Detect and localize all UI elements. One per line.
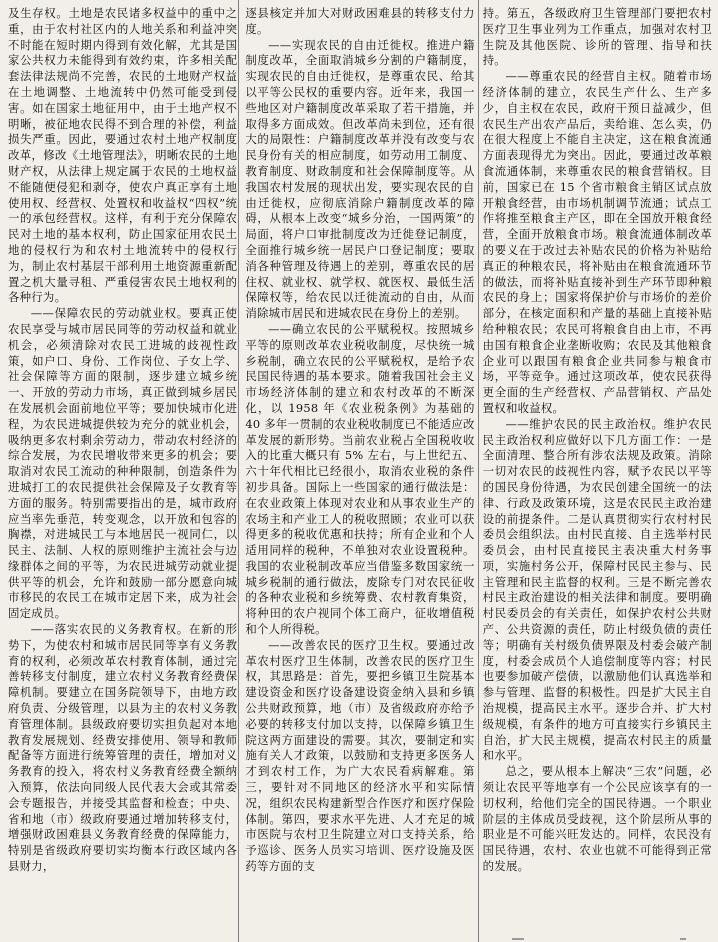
paragraph: 逐县核定并加大对财政困难县的转移支付力度。 xyxy=(245,6,475,36)
paragraph: ——确立农民的公平赋税权。按照城乡平等的原则改革农业税收制度，尽快统一城乡税制，确立农民的公平赋税权，是给予农民国民待遇的基本要求。随着我国社会主义市场经济体制的建立和农村改革的不断深化，以 1958 年《农业税条例》为基础的 40 多年一贯制的农业税收制度已不能适应改革发展的新形势。当前农业税占全国税收收入的比重大概只有 5% 左右，与上世纪五、六十年代相比已经很小，取消农业税的条件初步具备。国际上一些国家的通行做法是：在农业政策上体现对农业和从事农业生产的农场主和产业工人的税收照顾；农业可以获得更多的税收优惠和扶持；所有企业和个人适用同样的税种，不单独对农业设置税种。我国的农业税制改革应当借鉴多数国家统一城乡税制的通行做法，废除专门对农民征收的各种农业税和乡统筹费、农村教育集资，将种田的农户视同个体工商户，征收增值税和个人所得税。 xyxy=(245,321,475,637)
column-divider xyxy=(238,0,239,942)
text-column-2 xyxy=(245,6,474,942)
paragraph: 持。第五，各级政府卫生管理部门要把农村医疗卫生事业列为工作重点，加强对农村卫生院及其他医院、诊所的管理、指导和扶持。 xyxy=(482,6,712,68)
paragraph: ——尊重农民的经营自主权。随着市场经济体制的建立，农民生产什么、生产多少，自主权在农民，政府干预日益减少，但农民生产出农产品后，卖给谁、怎么卖，仍在很大程度上不能自主决定，这在粮食流通方面表现得尤为突出。因此，要通过改革粮食流通体制，来尊重农民的粮食营销权。目前，国家已在 15 个省市粮食主销区试点放开粮食经营，由市场机制调节流通；试点工作将推至粮食主产区，即在全国放开粮食经营，全面开放粮食市场。粮食流通体制改革的要义在于改过去补贴农民的价格为补贴给真正的种粮农民，将补贴由在粮食流通环节的做法，而将补贴直接补到生产环节即种粮农民的身上；国家将保护价与市场价的差价部分，在核定面积和产量的基础上直接补贴给种粮农民；农民可将粮食自由上市，不再由国有粮食企业垄断收购；农民及其他粮食企业可以跟国有粮食企业共同参与粮食市场，平等竞争。通过这项改革，使农民获得更全面的生产经营权、产品营销权、产品处置权和收益权。 xyxy=(482,69,712,415)
paragraph: ——改善农民的医疗卫生权。要通过改革农村医疗卫生体制，改善农民的医疗卫生权，其思路是：首先，要把乡镇卫生院基本建设资金和医疗设备建设资金纳入县和乡镇公共财政预算，地（市）及省级政府亦给予必要的转移支付加以支持，以保障乡镇卫生院这两方面建设的需要。其次，要制定和实施有关人才政策，以鼓励和支持更多医务人才到农村工作，为广大农民看病解难。第三，要针对不同地区的经济水平和实际情况，组织农民构建新型合作医疗和医疗保险体制。第四，要求水平先进、人才充足的城市医院与农村卫生院建立对口支持关系，给予巡诊、医务人员实习培训、医疗设施及医药等方面的支 xyxy=(245,637,475,874)
paragraph: ——实现农民的自由迁徙权。推进户籍制度改革，全面取消城乡分割的户籍制度，实现农民的自由迁徙权，是尊重农民、给其以平等公民权的重要内容。近年来，我国一些地区对户籍制度改革采取了若干措施，并取得多方面成效。但改革尚未到位，还有很大的局限性：户籍制度改革并没有改变与农民身份有关的相应制度，如劳动用工制度、教育制度、财政制度和社会保障制度等。从我国农村发展的现状出发，要实现农民的自由迁徙权，应彻底消除户籍制度改革的障碍，从根本上改变“城乡分治，一国两策”的局面，将户口审批制度改为迁徙登记制度，全面推行城乡统一居民户口登记制度；要取消各种管理及待遇上的差别，尊重农民的居住权、就业权、就学权、就医权、最低生活保障权等，给农民以迁徙流动的自由，从而消除城市居民和进城农民在身份上的差别。 xyxy=(245,37,475,321)
column-divider xyxy=(478,0,479,942)
text-column-1 xyxy=(8,6,237,942)
scan-mark xyxy=(680,938,686,940)
text-column-3 xyxy=(483,6,712,942)
paragraph: 总之，要从根本上解决“三农”问题，必须让农民平等地享有一个公民应该享有的一切权利，给他们完全的国民待遇。一个职业阶层的主体成员受歧视，这个阶层所从事的职业是不可能兴旺发达的。同样，农民没有国民待遇，农村、农业也就不可能得到正常的发展。 xyxy=(482,764,712,874)
paragraph: ——保障农民的劳动就业权。要真正使农民享受与城市居民同等的劳动权益和就业机会，必须清除对农民工进城的歧视性政策，如户口、身份、工作岗位、子女上学、社会保障等方面的限制，逐步建立城乡统一、开放的劳动力市场，真正做到城乡居民在发展机会面前地位平等；要加快城市化进程，为农民进城提供较为充分的就业机会，吸纳更多农村剩余劳动力，带动农村经济的综合发展，为农民增收带来更多的机会；要取消对农民工流动的种种限制，创造条件为进城打工的农民提供社会保障及子女教育等方面的服务。特别需要指出的是，城市政府应当率先垂范，转变观念，以开放和包容的胸襟，对进城民工与本地居民一视同仁，以民主、法制、人权的原则维护主流社会与边缘群体之间的平等，为农民进城劳动就业提供平等的机会，允许和鼓励一部分愿意向城市移民的农民工在城市定居下来，成为社会固定成员。 xyxy=(8,306,238,621)
paragraph: 及生存权。土地是农民诸多权益中的重中之重，由于农村社区内的人地关系和利益冲突不时能在短时期内得到有效化解，尤其是国家公共权力未能得到有效约束，许多相关配套法律法规尚不完善，农民的土地财产权益在土地调整、土地流转中仍然可能受到侵害。如在国家土地征用中，由于土地产权不明晰，被征地农民得不到合理的补偿，利益损失严重。因此，要通过农村土地产权制度改革，修改《土地管理法》，明晰农民的土地财产权，从法律上规定属于农民的土地权益不能随便侵犯和剥夺，使农户真正享有土地使用权、经营权、处置权和收益权“四权”统一的承包经营权。这样，有利于充分保障农民对土地的基本权利，防止国家征用农民土地的侵权行为和农村土地流转中的侵权行为，制止农村基层干部利用土地资源重新配置之机大量寻租、严重侵害农民土地权利的各种行为。 xyxy=(8,6,238,305)
scan-mark xyxy=(512,938,524,940)
paragraph: ——维护农民的民主政治权。维护农民民主政治权利应做好以下几方面工作：一是全面清理、整合所有涉农法规及政策。消除一切对农民的歧视性内容，赋予农民以平等的国民身份待遇，为农民创建全国统一的法律、行政及政策环境，这是农民民主政治建设的前提条件。二是认真贯彻实行农村村民委员会组织法。由村民直接、自主选举村民委员会，由村民直接民主表决重大村务事项，实施村务公开，保障村民民主参与、民主管理和民主监督的权利。三是不断完善农村民主政治建设的相关法律和制度。要明确村民委员会的有关责任，如保护农村公共财产、公共资源的责任，防止村级负债的责任等；明确有关村级负债界限及村委会破产制度，村委会成员个人追偿制度等内容；村民也要参加破产偿债，以激励他们认真选举和参与管理、监督的积极性。四是扩大民主自治规模，提高民主水平。逐步合并、扩大村级规模，有条件的地方可直接实行乡镇民主自治，扩大民主规模，提高农村民主的质量和水平。 xyxy=(482,416,712,763)
paragraph: ——落实农民的义务教育权。在新的形势下，为使农村和城市居民同等享有义务教育的权利，必须改革农村教育体制，通过完善转移支付制度，建立农村义务教育经费保障机制。要建立在国务院领导下，由地方政府负责、分级管理，以县为主的农村义务教育管理体制。县级政府要切实担负起对本地教育发展规划、经费安排使用、领导和教师配备等方面进行统筹管理的责任，增加对义务教育的投入，将农村义务教育经费全额纳入预算，依法向同级人民代表大会或其常委会专题报告，并接受其监督和检查；中央、省和地（市）级政府要通过增加转移支付，增强财政困难县义务教育经费的保障能力，特别是省级政府要切实均衡本行政区域内各县财力， xyxy=(8,622,238,874)
